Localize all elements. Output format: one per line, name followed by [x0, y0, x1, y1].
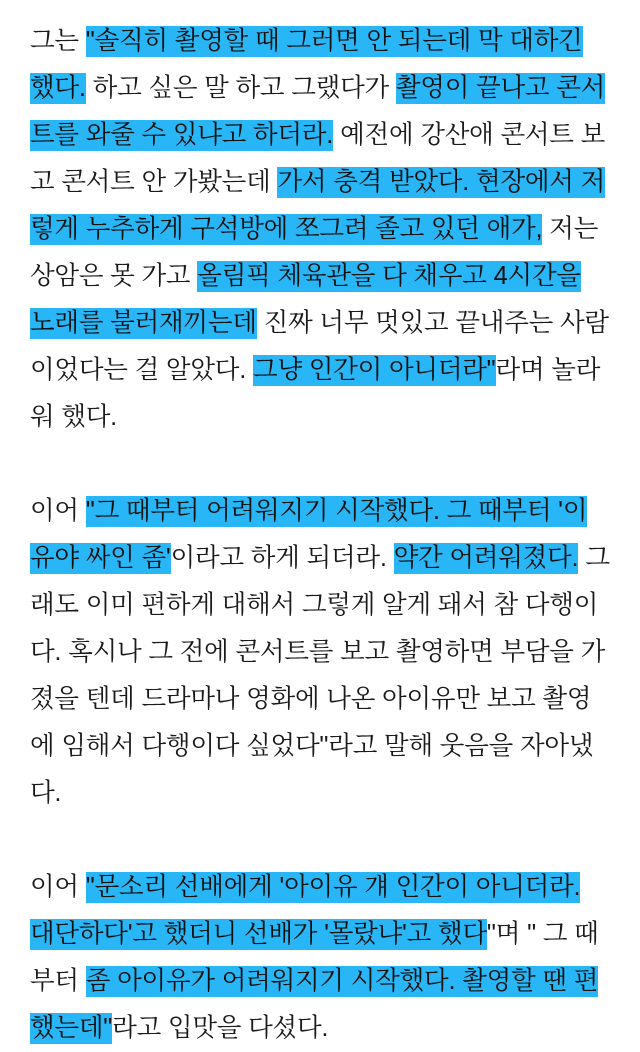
- text-run: 예전에 강산애 콘서트 보고 콘서트 안 가봤는데: [30, 121, 606, 196]
- text-run: "며 " 그 때부터: [30, 920, 599, 995]
- highlighted-text-run: "문소리 선배에게 '아이유 걔 인간이 아니더라. 대단하다'고 했더니: [30, 873, 581, 948]
- highlighted-text-run: "솔직히 촬영할 때 그러면 안 되는데 막 대하긴 했다.: [30, 27, 583, 102]
- text-run: 그는: [30, 27, 86, 55]
- highlighted-text-run: 가서 충격 받았다. 현장에서 저렇게 누추하게 구석방에 쪼그려 졸고 있던 애가,: [30, 168, 606, 243]
- text-run: 저는 상암은 못 가고: [30, 215, 599, 290]
- highlighted-text-run: 선배가 '몰랐냐'고 했다: [243, 920, 487, 948]
- text-run: 진짜 너무 멋있고 끝내주는 사람이었다는 걸 알았다.: [30, 309, 609, 384]
- text-run: 이어: [30, 873, 86, 901]
- highlighted-text-run: 올림픽 체육관을 다 채우고 4시간을 노래를 불러재끼는데: [30, 262, 581, 337]
- highlighted-text-run: 좀 아이유가 어려워지기 시작했다. 촬영할 땐 편했는데": [30, 967, 599, 1042]
- highlighted-text-run: "그 때부터 어려워지기 시작했다. 그 때부터 '이유야 싸인 좀': [30, 497, 588, 572]
- text-run: 라고 입맛을 다셨다.: [112, 1014, 329, 1042]
- text-run: 이라고 하게 되더라.: [170, 544, 394, 572]
- text-run: 라며 놀라워 했다.: [30, 356, 601, 431]
- text-run: 이어: [30, 497, 86, 525]
- text-run: 하고 싶은 말 하고 그랬다가: [85, 74, 396, 102]
- text-run: 그래도 이미 편하게 대해서 그렇게 알게 돼서 참 다행이다. 혹시나 그 전에 콘서트를 보고 촬영하면 부담을 가졌을 텐데 드라마나 영화에 나온 아이유만 보고 촬영에 임해서 다행이다 싶었다"라고 말해 웃음을 자아냈다.: [30, 544, 610, 807]
- highlighted-text-run: 촬영이 끝나고 콘서트를 와줄 수 있냐고 하더라.: [30, 74, 606, 149]
- highlighted-text-run: 약간 어려워졌다.: [393, 544, 579, 572]
- highlighted-text-run: 그냥 인간이 아니더라": [253, 356, 496, 384]
- paragraph-1: [30, 18, 610, 441]
- paragraph-3: [30, 864, 610, 1052]
- paragraph-2: [30, 488, 610, 817]
